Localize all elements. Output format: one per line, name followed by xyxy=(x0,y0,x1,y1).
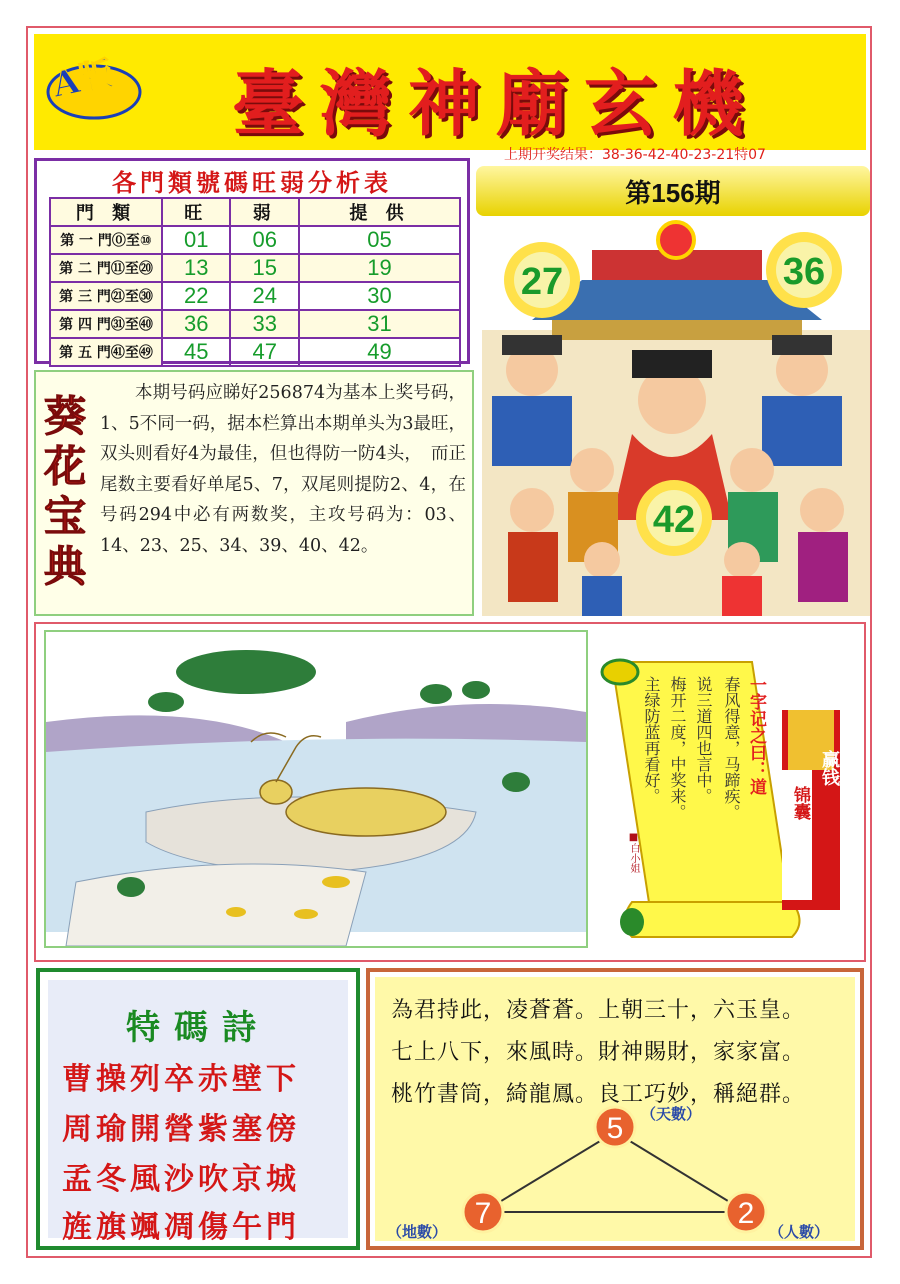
tigong-cell: 19 xyxy=(299,254,460,282)
column-header: 弱 xyxy=(230,198,298,226)
verse-inner xyxy=(375,977,855,1241)
left-label: （地數） xyxy=(387,1223,448,1241)
version-badge: A版 xyxy=(49,54,117,106)
analysis-table xyxy=(49,197,461,367)
door-cell: 第 四 門㉛至㊵ xyxy=(50,310,162,338)
analysis-table-panel xyxy=(34,158,470,364)
jinnang-big-label: 赢钱 xyxy=(819,750,840,786)
column-header: 門 類 xyxy=(50,198,162,226)
ruo-cell: 15 xyxy=(230,254,298,282)
number-triangle xyxy=(375,977,855,1241)
scroll-line: 春风得意，马蹄疾。 xyxy=(722,676,741,820)
special-poem-inner xyxy=(48,980,348,1245)
wang-cell: 01 xyxy=(162,226,230,254)
sunflower-panel xyxy=(34,370,474,616)
right-label: （人數） xyxy=(769,1223,830,1241)
ball-left-number: 27 xyxy=(520,261,564,303)
verse-line: 桃竹書筒，綺龍鳳。良工巧妙，稱絕群。 xyxy=(391,1082,806,1107)
scroll-line: 说三道四也言中。 xyxy=(694,676,713,804)
scroll-signature: ■白小姐 xyxy=(628,832,639,873)
verse-line: 為君持此，凌蒼蒼。上朝三十，六玉皇。 xyxy=(391,998,806,1023)
ball-center-number: 42 xyxy=(652,499,696,541)
table-row xyxy=(50,282,460,310)
wang-cell: 45 xyxy=(162,338,230,366)
table-header-row xyxy=(50,198,460,226)
sunflower-text: 本期号码应睇好256874为基本上奖号码，1、5不同一码，据本栏算出本期单头为3最旺，双头则看好4为最佳，但也得防一防4头， 而正尾数主要看好单尾5、7，双尾则提防2、4，在号码294中必有两数奖，主攻号码为：03、14、23、25、34、39、40、42。 xyxy=(100,383,466,556)
table-row xyxy=(50,226,460,254)
deer-illustration-frame xyxy=(44,630,588,948)
poem-line: 周瑜開營紫塞傍 xyxy=(62,1112,300,1147)
column-header: 旺 xyxy=(162,198,230,226)
wang-cell: 13 xyxy=(162,254,230,282)
tigong-cell: 05 xyxy=(299,226,460,254)
temple-illustration xyxy=(482,220,870,616)
deer-illustration xyxy=(46,632,586,946)
top-label: （天數） xyxy=(641,1105,702,1123)
analysis-title: 各門類號碼旺弱分析表 xyxy=(112,169,392,197)
poem-line: 曹操列卒赤壁下 xyxy=(62,1062,300,1097)
tigong-cell: 49 xyxy=(299,338,460,366)
left-number: 7 xyxy=(474,1197,492,1230)
door-cell: 第 三 門㉑至㉚ xyxy=(50,282,162,310)
scroll-line: 梅开二度，中奖来。 xyxy=(668,676,687,820)
column-header: 提 供 xyxy=(299,198,460,226)
ruo-cell: 06 xyxy=(230,226,298,254)
jinnang-small-label: 锦囊 xyxy=(790,786,810,820)
verse-line: 七上八下，來風時。財神賜財，家家富。 xyxy=(391,1040,806,1065)
table-row xyxy=(50,310,460,338)
right-number: 2 xyxy=(737,1197,755,1230)
top-number: 5 xyxy=(606,1112,624,1145)
tigong-cell: 30 xyxy=(299,282,460,310)
poem-line: 旌旗颯凋傷午門 xyxy=(62,1210,300,1245)
scroll-heading: 一字记之曰：道 xyxy=(746,676,766,795)
ball-right-number: 36 xyxy=(782,251,826,293)
verse-panel xyxy=(366,968,864,1250)
special-poem-panel xyxy=(36,968,360,1250)
tigong-cell: 31 xyxy=(299,310,460,338)
poem-line: 孟冬風沙吹京城 xyxy=(62,1162,300,1197)
ruo-cell: 47 xyxy=(230,338,298,366)
ruo-cell: 24 xyxy=(230,282,298,310)
sunflower-title: 葵花宝典 xyxy=(43,392,86,591)
page-title: 臺灣神廟玄機 xyxy=(231,61,760,146)
door-cell: 第 五 門㊶至㊾ xyxy=(50,338,162,366)
door-cell: 第 二 門⑪至⑳ xyxy=(50,254,162,282)
issue-number: 第156期 xyxy=(476,166,870,216)
scroll-line: 主绿防蓝再看好。 xyxy=(642,676,661,804)
wang-cell: 36 xyxy=(162,310,230,338)
ruo-cell: 33 xyxy=(230,310,298,338)
header-banner xyxy=(34,34,866,150)
table-row xyxy=(50,254,460,282)
table-row xyxy=(50,338,460,366)
wang-cell: 22 xyxy=(162,282,230,310)
last-result: 上期开奖结果：38-36-42-40-23-21特07 xyxy=(504,147,766,163)
poem-title: 特碼詩 xyxy=(126,1008,270,1048)
door-cell: 第 一 門⓪至⑩ xyxy=(50,226,162,254)
